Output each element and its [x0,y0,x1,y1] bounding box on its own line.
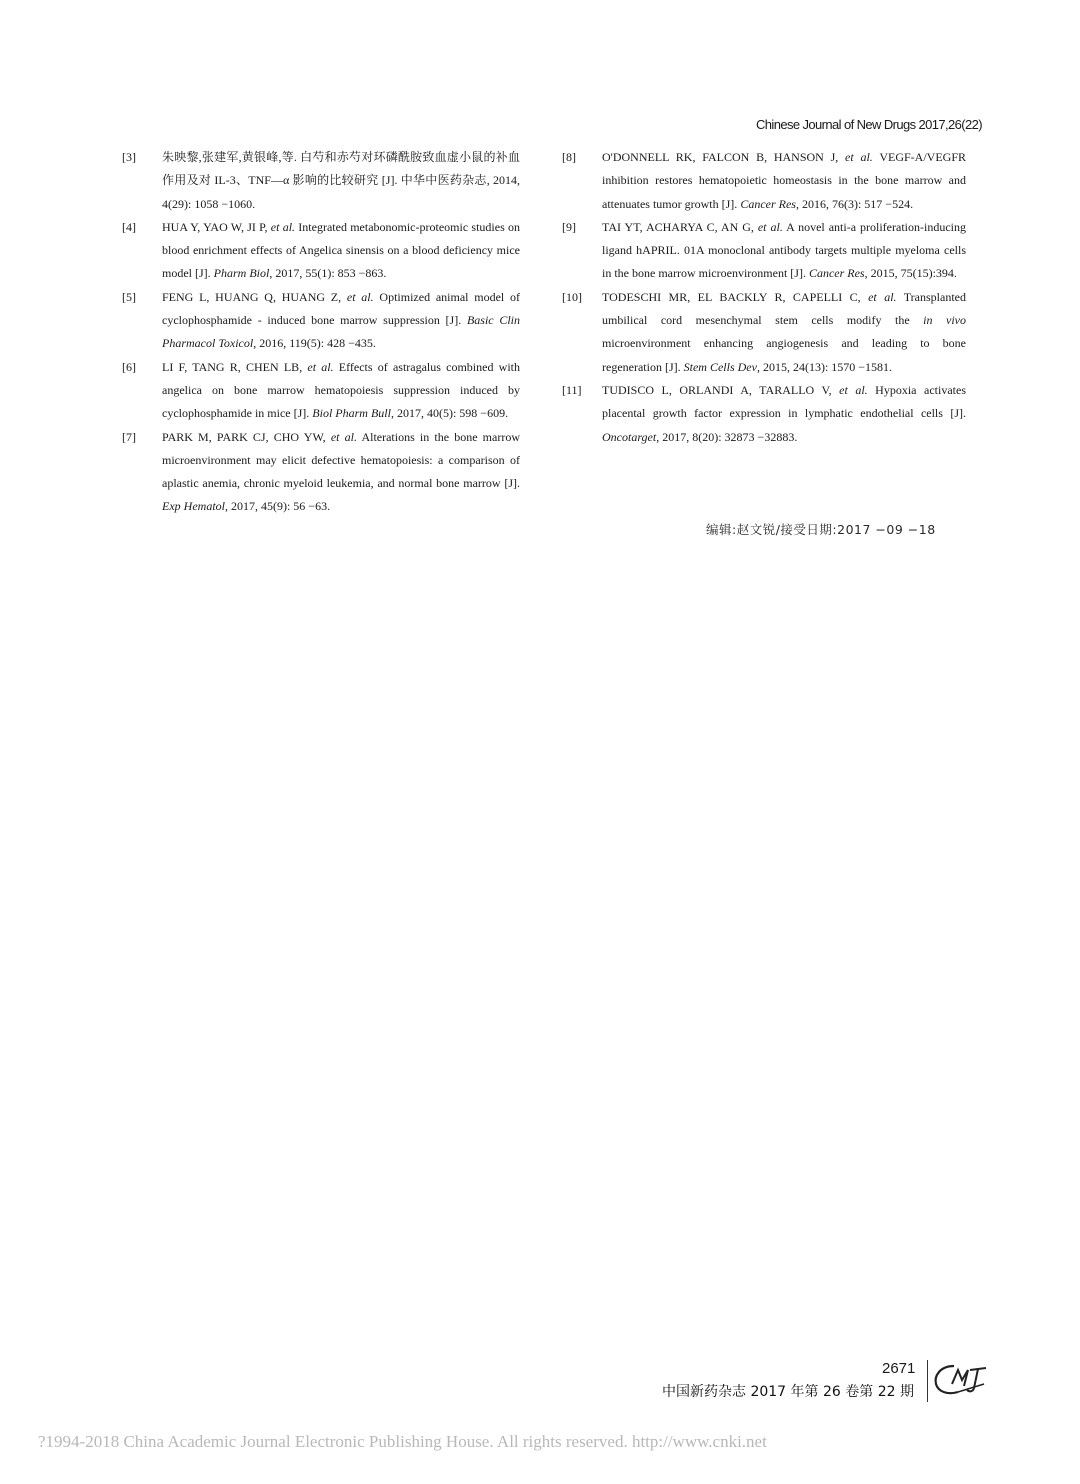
reference-text: , 2017, 8(20): 32873 −32883. [656,429,798,444]
reference-text: LI F, TANG R, CHEN LB, [162,359,308,374]
reference-text: , 2017, 45(9): 56 −63. [224,499,331,514]
reference-italic-text: et al. [868,289,897,304]
reference-italic-text: Stem Cells Dev [683,359,757,374]
reference-italic-text: et al. [330,429,357,444]
reference-text: TUDISCO L, ORLANDI A, TARALLO V, [602,382,840,397]
reference-text: , 2017, 40(5): 598 −609. [390,406,509,421]
reference-text: Transplanted umbilical cord mesenchymal stem cells modify the [602,289,966,328]
reference-text: , 2016, 119(5): 428 −435. [253,336,376,351]
reference-text: Integrated metabonomic-proteomic studies on blood enrichment effects of Angelica sinensis on a blood deficiency mice model [J]. [162,219,521,281]
reference-italic-text: in vivo [923,313,966,328]
reference-number: [3] [122,150,136,164]
reference-text: Hypoxia activates placental growth factor expression in lymphatic endothelial cells [J]. [602,382,966,421]
reference-number: [5] [122,289,136,304]
journal-logo-icon [932,1362,992,1403]
reference-text: O'DONNELL RK, FALCON B, HANSON J, [602,150,846,164]
reference-italic-text: Basic Clin Pharmacol Toxicol [162,313,520,351]
reference-text: TODESCHI MR, EL BACKLY R, CAPELLI C, [602,289,869,304]
reference-text: , 2015, 75(15):394. [864,266,957,281]
reference-italic-text: et al. [307,359,334,374]
reference-italic-text: Pharm Biol [213,266,270,281]
reference-item [122,286,520,356]
reference-italic-text: Biol Pharm Bull [312,406,391,421]
reference-text: Effects of astragalus combined with angelica on bone marrow hematopoiesis suppression induced by cyclophosphamide in mice [J]. [162,359,520,421]
reference-item [122,426,520,519]
running-header: Chinese Journal of New Drugs 2017,26(22) [756,117,983,132]
reference-italic-text: Cancer Res [808,266,865,281]
reference-text: VEGF-A/VEGFR inhibition restores hematopoietic homeostasis in the bone marrow and attenuates tumor growth [J]. [602,150,966,211]
reference-italic-text: Cancer Res [740,196,796,211]
reference-number: [11] [562,382,582,397]
reference-item [562,286,966,379]
reference-item [562,216,966,286]
reference-text: A novel anti-a proliferation-inducing ligand hAPRIL. 01A monoclonal antibody targets multiple myeloma cells in the bone marrow microenvironment [J]. [602,219,966,281]
reference-text: , 2017, 55(1): 853 −863. [269,266,387,281]
reference-text: TAI YT, ACHARYA C, AN G, [602,219,758,234]
reference-item [562,379,966,449]
reference-italic-text: et al. [270,219,296,234]
reference-number: [8] [562,150,576,164]
reference-italic-text: Exp Hematol [162,499,225,514]
journal-issue: 中国新药杂志 2017 年第 26 卷第 22 期 [662,1384,914,1400]
reference-italic-text: et al. [346,289,374,304]
page-number: 2671 [882,1360,916,1377]
reference-italic-text: et al. [757,219,783,234]
reference-text: , 2016, 76(3): 517 −524. [795,196,914,211]
reference-text: microenvironment enhancing angiogenesis and leading to bone regeneration [J]. [602,336,966,374]
reference-item [122,146,520,216]
reference-item [122,216,520,286]
reference-number: [9] [562,219,576,234]
reference-text: , 2015, 24(13): 1570 −1581. [756,359,893,374]
reference-number: [7] [122,429,136,444]
reference-text: Optimized animal model of cyclophosphamide - induced bone marrow suppression [J]. [162,289,520,328]
reference-number: [4] [122,219,136,234]
reference-text: FENG L, HUANG Q, HUANG Z, [162,289,347,304]
reference-number: [10] [562,289,582,304]
copyright-notice: ?1994-2018 China Academic Journal Electronic Publishing House. All rights reserved. http://www.cnki.net [38,1432,767,1451]
reference-italic-text: et al. [845,150,873,164]
references-right-column [562,146,966,449]
reference-text: 朱映黎,张建军,黄银峰,等. 白芍和赤芍对环磷酰胺致血虚小鼠的补血作用及对 IL-3、TNF—α 影响的比较研究 [J]. 中华中医药杂志, 2014, 4(29): 1058 −1060. [162,150,520,211]
reference-text: PARK M, PARK CJ, CHO YW, [162,429,331,444]
editor-note: 编辑:赵文锐/接受日期:2017 −09 −18 [706,522,936,537]
reference-item [122,356,520,426]
reference-italic-text: et al. [839,382,868,397]
references-left-column [122,146,520,519]
reference-item [562,146,966,216]
reference-text: HUA Y, YAO W, JI P, [162,219,271,234]
footer-divider [927,1360,928,1402]
reference-text: Alterations in the bone marrow microenvironment may elicit defective hematopoiesis: a comparison of aplastic anemia, chronic myeloid leukemia, and normal bone marrow [J]. [162,429,520,491]
reference-italic-text: Oncotarget [602,429,657,444]
reference-number: [6] [122,359,136,374]
